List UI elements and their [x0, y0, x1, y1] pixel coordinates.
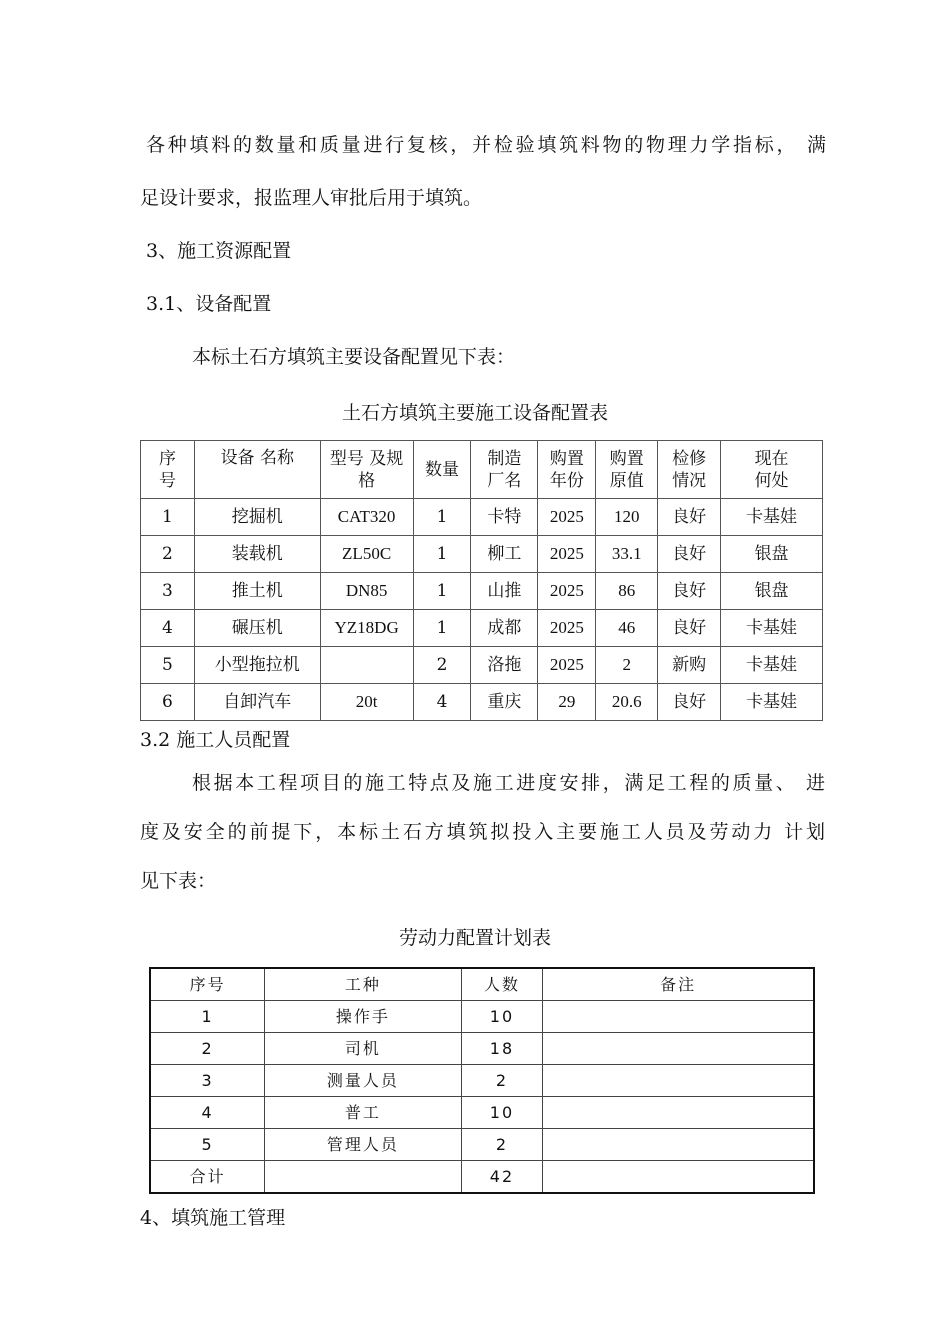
cell-count: 2: [461, 1129, 543, 1161]
paragraph-line: 度及安全的前提下，本标土石方填筑拟投入主要施工人员及劳动力 计划: [140, 821, 825, 843]
cell-remark: [543, 1161, 814, 1194]
cell-model: 20t: [320, 684, 413, 721]
cell-no: 6: [141, 684, 195, 721]
cell-name: 装载机: [194, 536, 320, 573]
cell-no: 5: [150, 1129, 265, 1161]
cell-qty: 1: [413, 610, 471, 647]
header-name: 设备 名称: [194, 441, 320, 499]
header-remark: 备注: [543, 968, 814, 1001]
cell-total-label: 合计: [150, 1161, 265, 1194]
cell-year: 2025: [538, 573, 596, 610]
section-heading-3-1: 3.1、设备配置: [146, 293, 272, 315]
cell-no: 3: [150, 1065, 265, 1097]
cell-trade: 管理人员: [265, 1129, 461, 1161]
cell-name: 推土机: [194, 573, 320, 610]
section-heading-3-2: 3.2 施工人员配置: [140, 729, 291, 751]
labor-table-caption: 劳动力配置计划表: [398, 927, 551, 949]
header-location: 现在 何处: [721, 441, 823, 499]
cell-no: 3: [141, 573, 195, 610]
cell-location: 卡基娃: [721, 499, 823, 536]
cell-year: 2025: [538, 647, 596, 684]
cell-qty: 2: [413, 647, 471, 684]
equipment-table-caption: 土石方填筑主要施工设备配置表: [341, 402, 608, 424]
header-maker: 制造 厂名: [471, 441, 538, 499]
cell-value: 120: [596, 499, 658, 536]
cell-trade: [265, 1161, 461, 1194]
table-row: [150, 1129, 814, 1161]
cell-no: 4: [141, 610, 195, 647]
cell-condition: 良好: [658, 684, 721, 721]
header-condition: 检修 情况: [658, 441, 721, 499]
cell-condition: 良好: [658, 536, 721, 573]
cell-location: 银盘: [721, 573, 823, 610]
cell-maker: 卡特: [471, 499, 538, 536]
cell-no: 2: [150, 1033, 265, 1065]
table-row: [141, 610, 823, 647]
cell-remark: [543, 1065, 814, 1097]
table-header-row: [150, 968, 814, 1001]
cell-remark: [543, 1129, 814, 1161]
table-row: [141, 647, 823, 684]
cell-value: 2: [596, 647, 658, 684]
cell-name: 自卸汽车: [194, 684, 320, 721]
cell-maker: 重庆: [471, 684, 538, 721]
cell-location: 银盘: [721, 536, 823, 573]
table-header-row: [141, 441, 823, 499]
table-row: [141, 573, 823, 610]
table-row: [150, 1033, 814, 1065]
cell-model: DN85: [320, 573, 413, 610]
cell-count: 10: [461, 1001, 543, 1033]
cell-count: 2: [461, 1065, 543, 1097]
cell-qty: 4: [413, 684, 471, 721]
cell-location: 卡基娃: [721, 647, 823, 684]
cell-year: 2025: [538, 499, 596, 536]
table-total-row: [150, 1161, 814, 1194]
cell-total-count: 42: [461, 1161, 543, 1194]
cell-year: 29: [538, 684, 596, 721]
cell-year: 2025: [538, 536, 596, 573]
cell-condition: 良好: [658, 499, 721, 536]
cell-count: 10: [461, 1097, 543, 1129]
cell-trade: 司机: [265, 1033, 461, 1065]
equipment-table: [140, 440, 823, 721]
cell-no: 4: [150, 1097, 265, 1129]
cell-maker: 柳工: [471, 536, 538, 573]
header-no: 序号: [150, 968, 265, 1001]
table-row: [141, 536, 823, 573]
cell-name: 挖掘机: [194, 499, 320, 536]
header-value: 购置 原值: [596, 441, 658, 499]
header-qty: 数量: [413, 441, 471, 499]
cell-value: 33.1: [596, 536, 658, 573]
cell-maker: 洛拖: [471, 647, 538, 684]
cell-model: ZL50C: [320, 536, 413, 573]
cell-value: 20.6: [596, 684, 658, 721]
cell-condition: 良好: [658, 610, 721, 647]
cell-maker: 山推: [471, 573, 538, 610]
cell-model: YZ18DG: [320, 610, 413, 647]
header-year: 购置 年份: [538, 441, 596, 499]
table-row: [141, 684, 823, 721]
cell-remark: [543, 1001, 814, 1033]
section-heading-3: 3、施工资源配置: [146, 240, 292, 262]
cell-trade: 测量人员: [265, 1065, 461, 1097]
cell-value: 86: [596, 573, 658, 610]
cell-count: 18: [461, 1033, 543, 1065]
header-no: 序 号: [141, 441, 195, 499]
cell-model: [320, 647, 413, 684]
cell-no: 2: [141, 536, 195, 573]
cell-qty: 1: [413, 573, 471, 610]
header-count: 人数: [461, 968, 543, 1001]
paragraph-equipment-intro: 本标土石方填筑主要设备配置见下表：: [192, 346, 516, 368]
cell-no: 1: [141, 499, 195, 536]
cell-condition: 新购: [658, 647, 721, 684]
paragraph-line: 见下表：: [140, 870, 217, 892]
cell-remark: [543, 1097, 814, 1129]
header-model: 型号 及规 格: [320, 441, 413, 499]
paragraph-line: 足设计要求，报监理人审批后用于填筑。: [140, 187, 483, 209]
cell-name: 碾压机: [194, 610, 320, 647]
cell-condition: 良好: [658, 573, 721, 610]
labor-table: [149, 967, 815, 1194]
cell-remark: [543, 1033, 814, 1065]
cell-no: 5: [141, 647, 195, 684]
cell-qty: 1: [413, 536, 471, 573]
cell-trade: 普工: [265, 1097, 461, 1129]
cell-no: 1: [150, 1001, 265, 1033]
cell-name: 小型拖拉机: [194, 647, 320, 684]
cell-year: 2025: [538, 610, 596, 647]
cell-maker: 成都: [471, 610, 538, 647]
cell-location: 卡基娃: [721, 610, 823, 647]
cell-model: CAT320: [320, 499, 413, 536]
header-trade: 工种: [265, 968, 461, 1001]
table-row: [150, 1001, 814, 1033]
paragraph-line: 根据本工程项目的施工特点及施工进度安排，满足工程的质量、 进: [192, 772, 825, 794]
cell-trade: 操作手: [265, 1001, 461, 1033]
cell-qty: 1: [413, 499, 471, 536]
table-row: [141, 499, 823, 536]
section-heading-4: 4、填筑施工管理: [140, 1207, 286, 1229]
paragraph-line: 各种填料的数量和质量进行复核，并检验填筑料物的物理力学指标， 满: [146, 134, 826, 156]
cell-value: 46: [596, 610, 658, 647]
table-row: [150, 1097, 814, 1129]
cell-location: 卡基娃: [721, 684, 823, 721]
table-row: [150, 1065, 814, 1097]
